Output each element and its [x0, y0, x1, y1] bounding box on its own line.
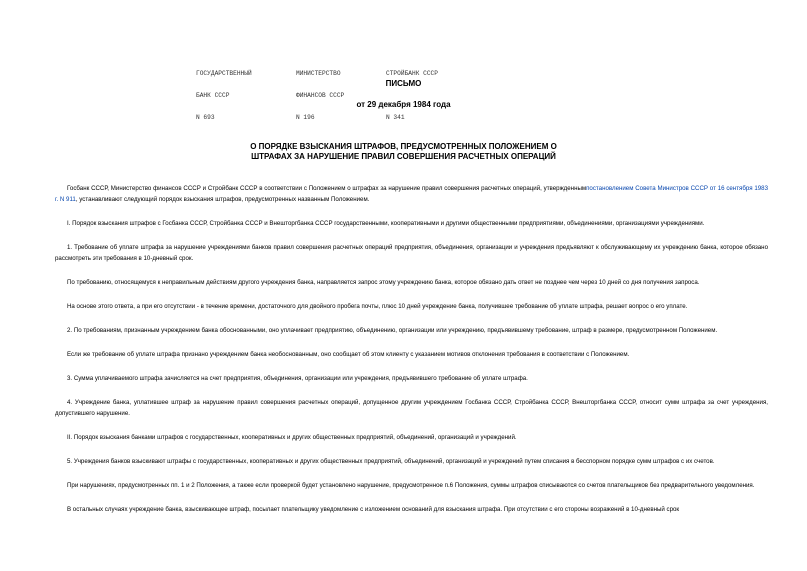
- paragraph: По требованию, относящемуся к неправильным действиям другого учреждения банка, направляется запрос этому учреждению банка, которое обязано дать ответ не позднее чем через 10 дней со дня получения запроса.: [67, 279, 700, 286]
- title-line: О ПОРЯДКЕ ВЗЫСКАНИЯ ШТРАФОВ, ПРЕДУСМОТРЕННЫХ ПОЛОЖЕНИЕМ О: [250, 142, 557, 151]
- issuer-line: ФИНАНСОВ СССР: [296, 92, 345, 100]
- paragraph: 1. Требование об уплате штрафа за нарушение учреждениями банков правил совершения расчетных операций предприятия, объединения, организации и учреждения предъявляют к обслуживающему их учреждению банка, которое обязано рассмотреть эти требования в 10-дневный срок.: [55, 244, 768, 262]
- document-title: [0, 142, 807, 162]
- issuer-line: МИНИСТЕРСТВО: [296, 70, 341, 78]
- issuer-line: ГОСУДАРСТВЕННЫЙ: [196, 70, 252, 78]
- paragraph: 2. По требованиям, признанным учреждением банка обоснованными, оно уплачивает предприятию, объединению, организации или учреждению, предъявившему требование, штраф в размере, предусмотренном Положением.: [67, 327, 718, 334]
- title-line: ШТРАФАХ ЗА НАРУШЕНИЕ ПРАВИЛ СОВЕРШЕНИЯ РАСЧЕТНЫХ ОПЕРАЦИЙ: [251, 152, 556, 161]
- intro-text-before: Госбанк СССР, Министерство финансов СССР и Стройбанк СССР в соответствии с Положением о штрафах за нарушение правил совершения расчетных операций, утвержденным: [67, 185, 587, 192]
- document-date: от 29 декабря 1984 года: [356, 100, 451, 109]
- issuer-line: [386, 92, 438, 99]
- issuer-minfin: [296, 56, 344, 135]
- paragraph: На основе этого ответа, а при его отсутствии - в течение времени, достаточного для двойного пробега почты, плюс 10 дней учреждение банка, получившее требование об уплате штрафа, решает вопрос о его уплате.: [67, 303, 688, 310]
- paragraph: 3. Сумма уплачиваемого штрафа зачисляется на счет предприятия, объединения, организации или учреждения, предъявившего требование об уплате штрафа.: [67, 375, 528, 382]
- paragraph: 5. Учреждения банков взыскивают штрафы с государственных, кооперативных и других общественных предприятий, объединений, организаций и учреждений путем списания в бесспорном порядке сумм штрафов с их счетов.: [67, 458, 715, 465]
- section-heading-1: I. Порядок взыскания штрафов с Госбанка СССР, Стройбанка СССР и Внешторгбанка СССР государственными, кооперативными и другими общественными предприятиями, объединениями, организациями учреждениями.: [67, 220, 705, 227]
- issuer-line: СТРОЙБАНК СССР: [386, 70, 438, 78]
- paragraph: 4. Учреждение банка, уплатившее штраф за нарушение правил совершения расчетных операций, допущенное другим учреждением Госбанка СССР, Стройбанка СССР, Внешторгбанка СССР, относит сумм штрафа за счет учреждения, допустившего нарушение.: [55, 399, 768, 417]
- paragraph-truncated: В остальных случаях учреждение банка, взыскивающее штраф, посылает плательщику уведомление с изложением оснований для взыскания штрафа. При отсутствии с его стороны возражений в 10-дневный срок: [67, 506, 680, 513]
- issuer-line: N 693: [196, 113, 215, 121]
- issuer-line: N 341: [386, 113, 405, 121]
- issuer-stroibank: [386, 56, 438, 135]
- intro-paragraph: [55, 183, 768, 205]
- issuer-line: БАНК СССР: [196, 92, 230, 100]
- intro-text-after: , устанавливают следующий порядок взыскания штрафов, предусмотренных названным Положением.: [75, 196, 370, 203]
- document-body: [55, 183, 768, 528]
- issuer-line: N 196: [296, 113, 315, 121]
- paragraph: Если же требование об уплате штрафа признано учреждением банка необоснованным, оно сообщает об этом клиенту с указанием мотивов отклонения требования в соответствии с Положением.: [67, 351, 630, 358]
- paragraph: При нарушениях, предусмотренных пп. 1 и 2 Положения, а также если проверкой будет установлено нарушение, предусмотренное п.6 Положения, суммы штрафов списываются со счетов плательщиков без предварительного уведомления.: [67, 482, 755, 489]
- issuer-gosbank: [196, 56, 252, 135]
- section-heading-2: II. Порядок взыскания банками штрафов с государственных, кооперативных и других общественных предприятий, объединений, организаций и учреждений.: [67, 434, 517, 441]
- decree-link[interactable]: постановлением Совета Министров СССР от 16 сентября 1983 г. N 911: [55, 185, 768, 203]
- document-type: ПИСЬМО: [385, 79, 422, 88]
